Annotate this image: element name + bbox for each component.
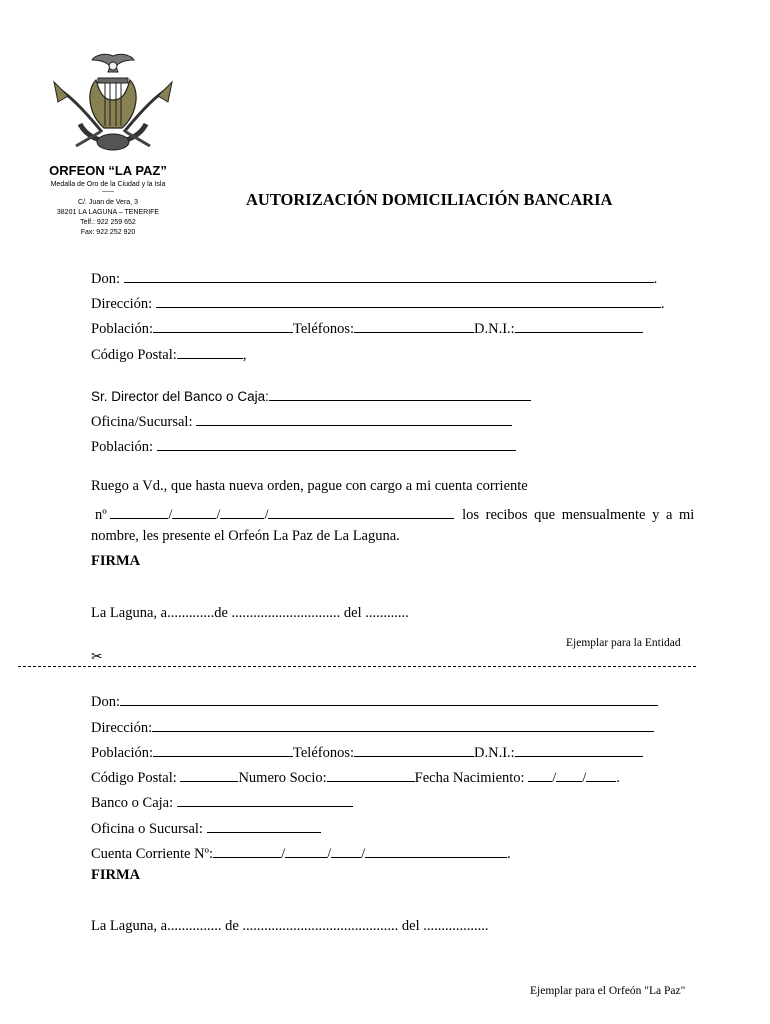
- oficina-label: Oficina/Sucursal:: [91, 414, 193, 430]
- ruego-line-2: nº / / / los recibos que mensualmente y a mi: [95, 504, 694, 524]
- cuenta-entidad-field[interactable]: [110, 504, 168, 519]
- poblacion-field-2[interactable]: [153, 742, 293, 757]
- telefonos-label: Teléfonos:: [293, 321, 355, 337]
- director-field[interactable]: [269, 386, 531, 401]
- telefonos-field[interactable]: [354, 318, 474, 333]
- nacimiento-anio-field[interactable]: [586, 767, 616, 782]
- cuenta-oficina-field-2[interactable]: [285, 843, 327, 858]
- socio-field[interactable]: [327, 767, 415, 782]
- poblacion-banco-row: [91, 436, 516, 456]
- org-divider: ——: [102, 189, 114, 195]
- poblacion-banco-label: Población:: [91, 439, 154, 455]
- orfeon-logo: [52, 50, 174, 158]
- cuenta-dc-field-2[interactable]: [331, 843, 361, 858]
- director-row: [91, 386, 531, 404]
- org-address: C/. Juan de Vera, 3: [78, 199, 138, 206]
- director-label: Sr. Director del Banco o Caja:: [91, 389, 269, 404]
- cuenta-numero-field-2[interactable]: [365, 843, 507, 858]
- org-city: 38201 LA LAGUNA – TENERIFE: [56, 209, 160, 216]
- don-row: Don: .: [91, 268, 657, 288]
- cp-field[interactable]: [177, 344, 243, 359]
- org-medal: Medalla de Oro de la Ciudad y la Isla: [50, 181, 166, 188]
- firma-label-2: FIRMA: [91, 867, 141, 883]
- numero-label: nº: [95, 507, 107, 523]
- org-name: ORFEON “LA PAZ”: [49, 163, 167, 178]
- oficina-field[interactable]: [196, 411, 512, 426]
- don-field-2[interactable]: [120, 691, 658, 706]
- nacimiento-mes-field[interactable]: [556, 767, 582, 782]
- socio-label: Numero Socio:: [238, 770, 327, 786]
- cp-field-2[interactable]: [180, 767, 238, 782]
- fecha-line-1: La Laguna, a.............de .............................. del ............: [91, 605, 409, 621]
- ejemplar-entidad: Ejemplar para la Entidad: [566, 637, 681, 649]
- telefonos-field-2[interactable]: [354, 742, 474, 757]
- poblacion-row: [91, 318, 643, 338]
- cuenta-row: Cuenta Corriente Nº: / / / .: [91, 843, 511, 863]
- poblacion-label: Población:: [91, 321, 154, 337]
- cuenta-numero-field[interactable]: [268, 504, 454, 519]
- cuenta-dc-field[interactable]: [220, 504, 264, 519]
- sucursal-field[interactable]: [207, 818, 321, 833]
- ruego-line-3: nombre, les presente el Orfeón La Paz de La Laguna.: [91, 528, 400, 544]
- org-fax: Fax: 922 252 920: [80, 229, 136, 236]
- nacimiento-dia-field[interactable]: [528, 767, 552, 782]
- scissors-icon: ✂: [91, 648, 103, 664]
- cuenta-oficina-field[interactable]: [172, 504, 216, 519]
- sucursal-row: [91, 818, 321, 838]
- fecha-line-2: La Laguna, a............... de ........................................... del ..................: [91, 918, 489, 934]
- ruego-line-2-tail: los recibos que mensualmente y a mi: [462, 507, 695, 523]
- ejemplar-orfeon: Ejemplar para el Orfeón "La Paz": [530, 985, 686, 997]
- don-field[interactable]: [124, 268, 654, 283]
- cuenta-label: Cuenta Corriente Nº:: [91, 846, 214, 862]
- sucursal-label: Oficina o Sucursal:: [91, 821, 203, 837]
- poblacion-label-2: Población:: [91, 745, 154, 761]
- cp-row-2: Código Postal: Numero Socio: Fecha Nacimiento: / / .: [91, 767, 620, 787]
- direccion-label: Dirección:: [91, 296, 153, 312]
- dni-field[interactable]: [515, 318, 643, 333]
- cp-label: Código Postal:: [91, 347, 177, 363]
- direccion-row-2: [91, 717, 654, 737]
- form-title: AUTORIZACIÓN DOMICILIACIÓN BANCARIA: [246, 190, 613, 209]
- direccion-row: Dirección: .: [91, 293, 664, 313]
- poblacion-banco-field[interactable]: [157, 436, 516, 451]
- poblacion-row-2: [91, 742, 643, 762]
- don-label: Don:: [91, 271, 120, 287]
- cuenta-entidad-field-2[interactable]: [213, 843, 281, 858]
- dni-label-2: D.N.I.:: [474, 745, 515, 761]
- firma-label-1: FIRMA: [91, 553, 141, 569]
- banco-row: [91, 792, 353, 812]
- cp-row: Código Postal: ,: [91, 344, 246, 364]
- banco-label: Banco o Caja:: [91, 795, 174, 811]
- direccion-field[interactable]: [156, 293, 661, 308]
- don-label-2: Don:: [91, 694, 120, 710]
- ruego-line-1: Ruego a Vd., que hasta nueva orden, pague con cargo a mi cuenta corriente: [91, 478, 528, 494]
- cut-line: [18, 666, 696, 667]
- oficina-row: [91, 411, 512, 431]
- direccion-label-2: Dirección:: [91, 720, 153, 736]
- dni-field-2[interactable]: [515, 742, 643, 757]
- don-row-2: [91, 691, 658, 711]
- telefonos-label-2: Teléfonos:: [293, 745, 355, 761]
- org-phone: Telf.: 922 259 652: [80, 219, 136, 226]
- direccion-field-2[interactable]: [152, 717, 654, 732]
- banco-field[interactable]: [177, 792, 353, 807]
- nacimiento-label: Fecha Nacimiento:: [414, 770, 525, 786]
- poblacion-field[interactable]: [153, 318, 293, 333]
- dni-label: D.N.I.:: [474, 321, 515, 337]
- cp-label-2: Código Postal:: [91, 770, 177, 786]
